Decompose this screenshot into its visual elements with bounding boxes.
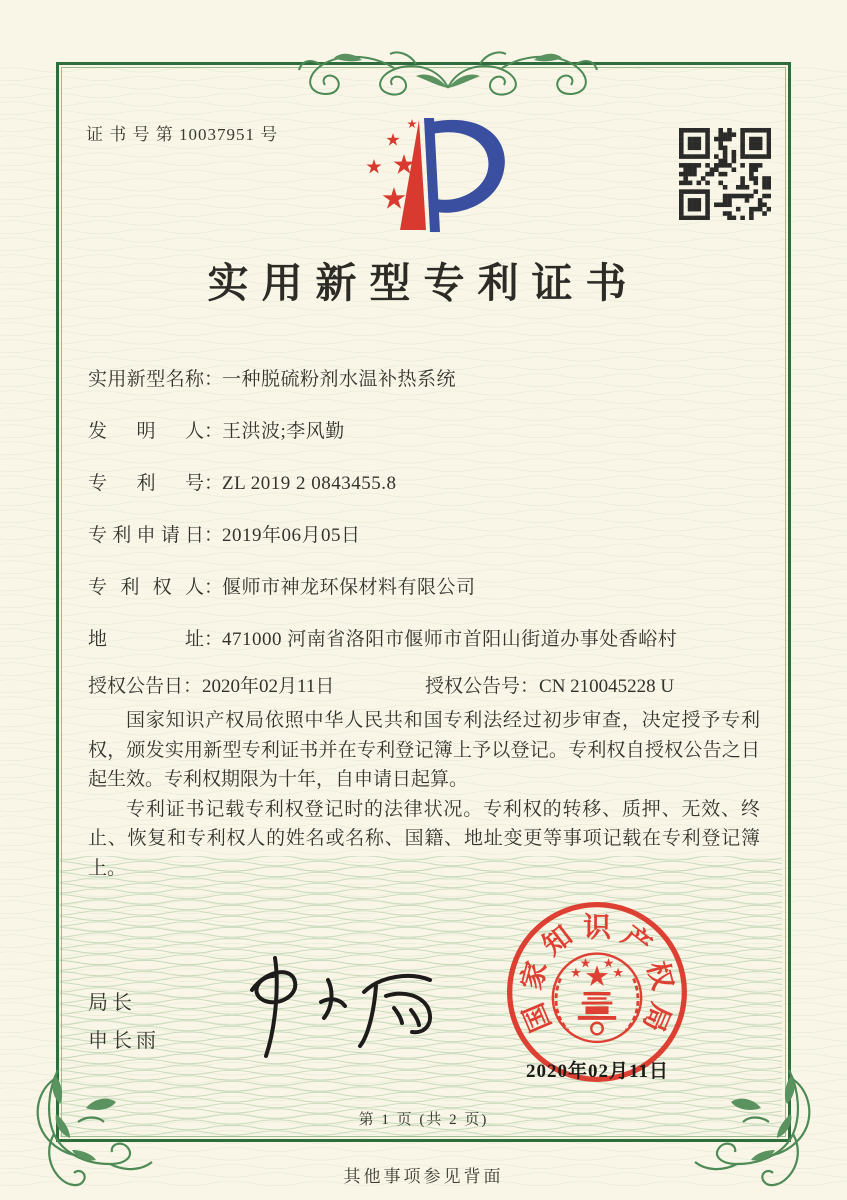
certificate-title: 实用新型专利证书 — [207, 260, 640, 306]
field-invention-name — [88, 364, 764, 416]
page-number: 第 1 页 (共 2 页) — [358, 1112, 489, 1128]
svg-text:产: 产 — [615, 920, 657, 962]
field-colon: ： — [204, 421, 224, 442]
field-colon: ： — [204, 525, 224, 546]
grant-number-pair — [425, 671, 674, 698]
qr-code — [679, 128, 771, 220]
grant-number-label: 授权公告号 — [425, 676, 521, 697]
director-name: 申长雨 — [88, 1030, 160, 1052]
legal-paragraph-1: 国家知识产权局依照中华人民共和国专利法经过初步审查，决定授予专利权，颁发实用新型专利证书并在专利登记簿上予以登记。专利权自授权公告之日起生效。专利权期限为十年，自申请日起算。 — [88, 710, 760, 790]
grant-number-value: CN 210045228 U — [539, 676, 675, 697]
field-value: ZL 2019 2 0843455.8 — [222, 473, 397, 494]
director-title: 局长 — [88, 992, 136, 1014]
certificate-fields — [88, 364, 764, 676]
field-value: 471000 河南省洛阳市偃师市首阳山街道办事处香峪村 — [222, 629, 678, 650]
field-label: 专利申请日 — [88, 525, 204, 546]
field-patentee — [88, 572, 764, 624]
svg-text:局: 局 — [636, 998, 676, 1036]
grant-date-label: 授权公告日 — [88, 676, 184, 697]
certificate-number: 证 书 号 第 10037951 号 — [86, 125, 279, 144]
field-patent-number — [88, 468, 764, 520]
back-side-note: 其他事项参见背面 — [343, 1167, 504, 1186]
svg-text:识: 识 — [583, 912, 611, 944]
field-filing-date — [88, 520, 764, 572]
field-inventors — [88, 416, 764, 468]
field-value: 王洪波;李风勤 — [222, 421, 345, 442]
svg-text:权: 权 — [640, 958, 678, 994]
field-colon: ： — [520, 676, 540, 697]
field-label: 实用新型名称 — [88, 369, 204, 390]
field-colon: ： — [204, 473, 224, 494]
svg-text:国: 国 — [518, 998, 558, 1036]
svg-text:家: 家 — [516, 958, 554, 994]
field-value: 偃师市神龙环保材料有限公司 — [222, 577, 476, 598]
legal-paragraph-2: 专利证书记载专利权登记时的法律状况。专利权的转移、质押、无效、终止、恢复和专利权人的姓名或名称、国籍、地址变更等事项记载在专利登记簿上。 — [88, 798, 760, 879]
field-colon: ： — [204, 369, 224, 390]
field-colon: ： — [204, 629, 224, 650]
seal-date: 2020年02月11日 — [526, 1061, 669, 1082]
field-label: 发明人 — [88, 421, 204, 442]
field-colon: ： — [183, 676, 203, 697]
field-label: 专利号 — [88, 473, 204, 494]
legal-text — [88, 706, 760, 883]
grant-publication-row — [88, 671, 764, 698]
field-address — [88, 624, 764, 676]
field-label: 专利权人 — [88, 577, 204, 598]
director-handwritten-signature — [218, 950, 448, 1065]
field-colon: ： — [204, 577, 224, 598]
top-scrollwork-ornament — [298, 26, 598, 100]
cnipa-patent-logo — [350, 112, 514, 236]
svg-text:知: 知 — [537, 920, 579, 962]
field-label: 地址 — [88, 629, 204, 650]
national-emblem — [553, 954, 641, 1042]
field-value: 2019年06月05日 — [222, 525, 361, 546]
field-value: 一种脱硫粉剂水温补热系统 — [222, 369, 457, 390]
grant-date-value: 2020年02月11日 — [202, 676, 335, 697]
